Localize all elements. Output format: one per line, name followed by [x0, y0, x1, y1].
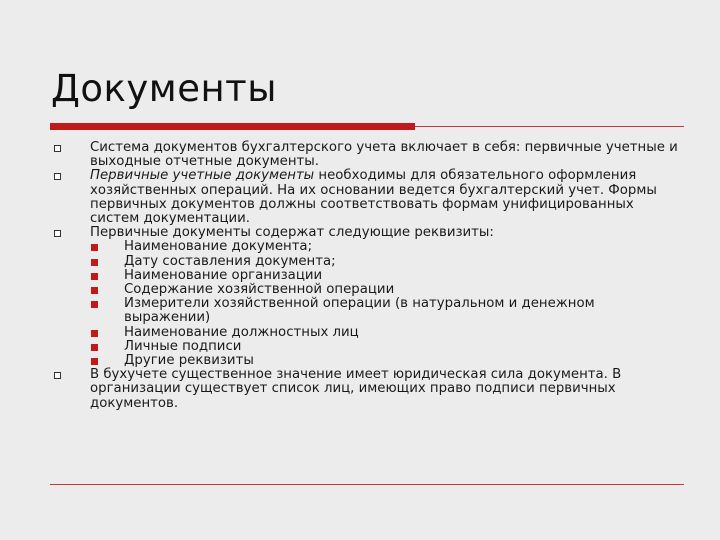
filled-square-bullet-icon: [91, 273, 98, 280]
requisite-text: Содержание хозяйственной операции: [124, 282, 395, 298]
filled-square-bullet-icon: [91, 344, 98, 351]
requisite-item: [52, 297, 682, 325]
requisite-item: [52, 326, 682, 340]
filled-square-bullet-icon: [91, 301, 98, 308]
hollow-square-bullet-icon: [54, 230, 61, 237]
hollow-square-bullet-icon: [54, 372, 61, 379]
paragraph-requisites-intro: [52, 226, 682, 240]
hollow-square-bullet-icon: [54, 145, 61, 152]
filled-square-bullet-icon: [91, 358, 98, 365]
paragraph-primary-docs: [52, 169, 682, 226]
requisite-item: [52, 340, 682, 354]
paragraph-text: Первичные документы содержат следующие реквизиты:: [90, 225, 494, 241]
requisite-item: [52, 240, 682, 254]
paragraph-text: В бухучете существенное значение имеет юридическая сила документа. В организации существует список лиц, имеющих право подписи первичных документов.: [90, 367, 622, 411]
paragraph-system: [52, 141, 682, 169]
bottom-divider: [50, 484, 684, 485]
paragraph-text: необходимы для обязательного оформления хозяйственных операций. На их основании ведется бухгалтерский учет. Формы первичных документов должны соответствовать формам унифицированных систем документации.: [90, 168, 657, 227]
requisite-text: Наименование организации: [124, 267, 323, 283]
filled-square-bullet-icon: [91, 244, 98, 251]
paragraph-text: Система документов бухгалтерского учета включает в себя: первичные учетные и выходные отчетные документы.: [90, 140, 678, 170]
slide-title: Документы: [51, 67, 277, 110]
paragraph-italic-term: Первичные учетные документы: [90, 168, 315, 184]
requisite-item: [52, 269, 682, 283]
paragraph-legal-force: [52, 368, 682, 411]
requisite-item: [52, 255, 682, 269]
requisite-item: [52, 283, 682, 297]
hollow-square-bullet-icon: [54, 173, 61, 180]
requisite-text: Дату составления документа;: [124, 253, 336, 269]
requisite-text: Личные подписи: [124, 338, 242, 354]
slide-content: [52, 141, 682, 411]
requisite-text: Наименование документа;: [124, 239, 313, 255]
filled-square-bullet-icon: [91, 259, 98, 266]
requisite-text: Другие реквизиты: [124, 353, 254, 369]
requisite-text: Наименование должностных лиц: [124, 324, 359, 340]
filled-square-bullet-icon: [91, 330, 98, 337]
filled-square-bullet-icon: [91, 287, 98, 294]
title-accent-bar: [50, 123, 415, 130]
requisite-text: Измерители хозяйственной операции (в натуральном и денежном выражении): [124, 296, 595, 326]
